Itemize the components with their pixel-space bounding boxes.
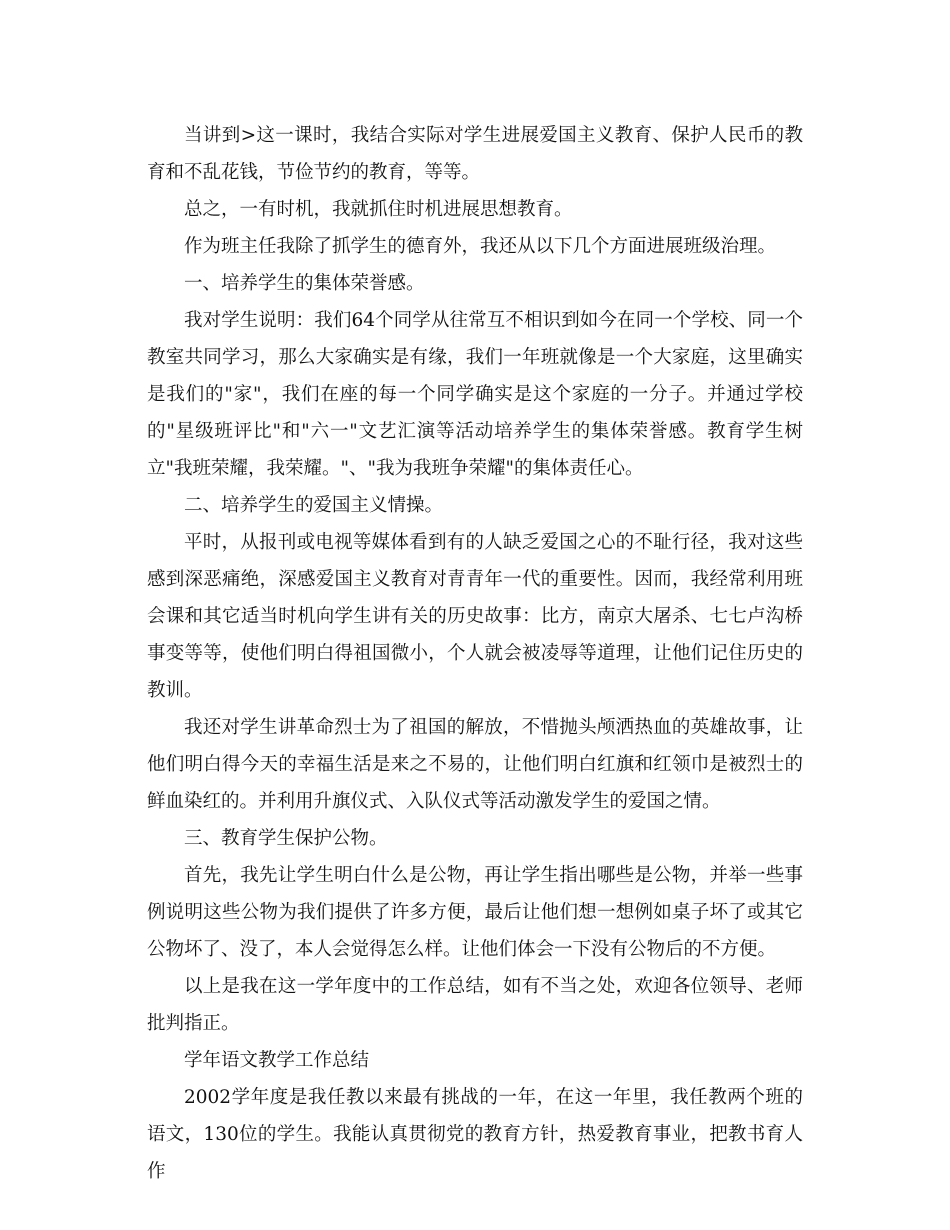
- section-heading: 三、教育学生保护公物。: [184, 828, 388, 849]
- paragraph: 作为班主任我除了抓学生的德育外，我还从以下几个方面进展班级治理。: [184, 236, 777, 257]
- section-heading: 二、培养学生的爱国主义情操。: [184, 495, 444, 516]
- paragraph: 以上是我在这一学年度中的工作总结，如有不当之处，欢迎各位领导、老师批判指正。: [147, 976, 803, 1034]
- paragraph: 2002学年度是我任教以来最有挑战的一年，在这一年里，我任教两个班的语文，130位的学生。我能认真贯彻党的教育方针，热爱教育事业，把教书育人作: [147, 1087, 803, 1182]
- paragraph: 我对学生说明：我们64个同学从往常互不相识到如今在同一个学校、同一个教室共同学习，那么大家确实是有缘，我们一年班就像是一个大家庭，这里确实是我们的"家"，我们在座的每一个同学确实是这个家庭的一分子。并通过学校的"星级班评比"和"六一"文艺汇演等活动培养学生的集体荣誉感。教育学生树立"我班荣耀，我荣耀。"、"我为我班争荣耀"的集体责任心。: [147, 310, 803, 479]
- paragraph: 平时，从报刊或电视等媒体看到有的人缺乏爱国之心的不耻行径，我对这些感到深恶痛绝，深感爱国主义教育对青青年一代的重要性。因而，我经常利用班会课和其它适当时机向学生讲有关的历史故事：比方，南京大屠杀、七七卢沟桥事变等等，使他们明白得祖国微小，个人就会被凌辱等道理，让他们记住历史的教训。: [147, 532, 803, 701]
- document-body: [147, 117, 803, 1190]
- paragraph: 当讲到>这一课时，我结合实际对学生进展爱国主义教育、保护人民币的教育和不乱花钱，节俭节约的教育，等等。: [147, 125, 803, 183]
- section-heading: 一、培养学生的集体荣誉感。: [184, 273, 425, 294]
- paragraph: 我还对学生讲革命烈士为了祖国的解放，不惜抛头颅洒热血的英雄故事，让他们明白得今天的幸福生活是来之不易的，让他们明白红旗和红领巾是被烈士的鲜血染红的。并利用升旗仪式、入队仪式等活动激发学生的爱国之情。: [147, 717, 803, 812]
- paragraph: 总之，一有时机，我就抓住时机进展思想教育。: [184, 199, 573, 220]
- document-title: 学年语文教学工作总结: [184, 1050, 370, 1071]
- paragraph: 首先，我先让学生明白什么是公物，再让学生指出哪些是公物，并举一些事例说明这些公物为我们提供了许多方便，最后让他们想一想例如桌子坏了或其它公物坏了、没了，本人会觉得怎么样。让他们体会一下没有公物后的不方便。: [147, 865, 803, 960]
